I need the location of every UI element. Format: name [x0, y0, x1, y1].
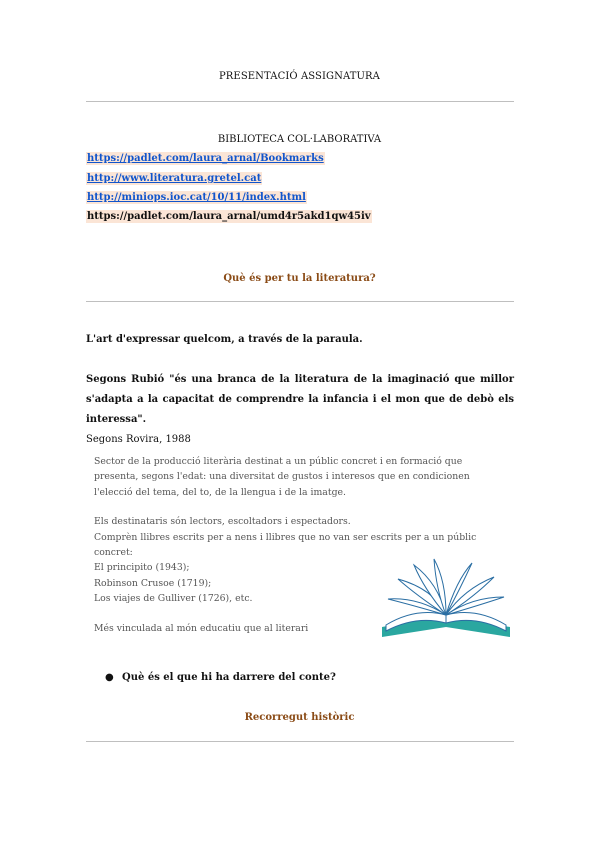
padlet-bookmarks-link[interactable]: https://padlet.com/laura_arnal/Bookmarks: [87, 153, 324, 164]
rovira-reference: Segons Rovira, 1988: [86, 434, 191, 445]
rovira-excerpt-image: [86, 450, 514, 650]
excerpt-line: presenta, segons l'edat: una diversitat de gustos i interesos que en condicionen: [94, 471, 470, 483]
excerpt-line: El principito (1943);: [94, 562, 190, 574]
history-heading: Recorregut històric: [244, 712, 355, 723]
question-heading: Què és per tu la literatura?: [223, 273, 376, 284]
excerpt-line: Els destinataris són lectors, escoltadors i espectadors.: [94, 516, 351, 528]
rubio-quote: Segons Rubió "és una branca de la literatura de la imaginació que millor s'adapta a la capacitat de comprendre la infancia i el mon que de debò els interessa".: [86, 374, 514, 425]
list-item: [105, 672, 336, 683]
excerpt-line: l'elecció del tema, del to, de la llengua i de la imatge.: [94, 486, 346, 498]
bullet-text: Què és el que hi ha darrere del conte?: [122, 672, 336, 683]
padlet-umd-link[interactable]: https://padlet.com/laura_arnal/umd4r5akd1qw45iv: [87, 211, 371, 222]
excerpt-line: Comprèn llibres escrits per a nens i llibres que no van ser escrits per a un públic: [94, 531, 477, 543]
bullet-icon: ●: [105, 672, 114, 683]
excerpt-line: concret:: [94, 547, 133, 559]
document-title: PRESENTACIÓ ASSIGNATURA: [218, 71, 381, 82]
definition-text: L'art d'expressar quelcom, a través de la paraula.: [86, 334, 363, 345]
miniops-ioc-link[interactable]: http://miniops.ioc.cat/10/11/index.html: [87, 192, 306, 203]
library-title: BIBLIOTECA COL·LABORATIVA: [217, 134, 382, 145]
excerpt-line: Més vinculada al món educatiu que al literari: [94, 622, 309, 634]
excerpt-line: Sector de la producció literària destinat a un públic concret i en formació que: [94, 456, 463, 467]
excerpt-line: Robinson Crusoe (1719);: [94, 577, 212, 589]
divider: [86, 101, 514, 102]
excerpt-line: Los viajes de Gulliver (1726), etc.: [94, 593, 253, 605]
divider: [86, 741, 514, 742]
open-book-illustration: [376, 555, 516, 647]
literatura-gretel-link[interactable]: http://www.literatura.gretel.cat: [87, 173, 262, 184]
divider: [86, 301, 514, 302]
